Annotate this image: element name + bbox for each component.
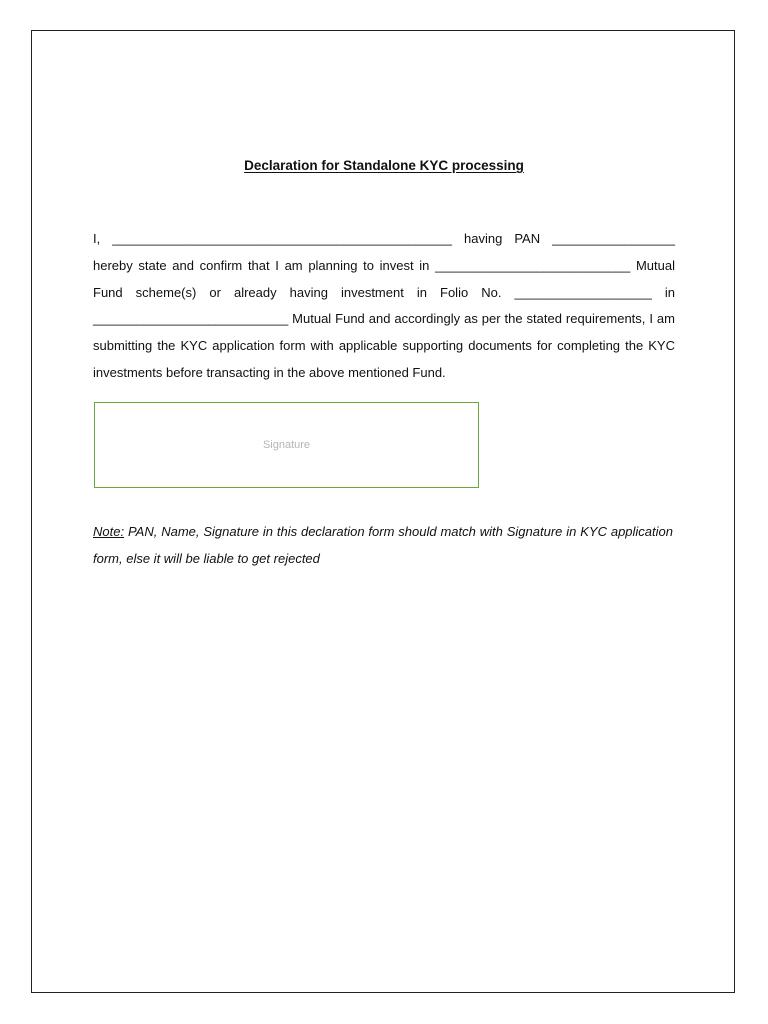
- page-border: [31, 30, 735, 993]
- declaration-body: I, _______________________________________________ having PAN _________________ hereby state and confirm that I am planning to invest in ___________________________ Mutual Fund scheme(s) or already having investment in Folio No. ___________________ in ___________________________ Mutual Fund and accordingly as per the stated requirements, I am submitting the KYC application form with applicable supporting documents for completing the KYC investments before transacting in the above mentioned Fund.: [93, 231, 675, 380]
- note-paragraph: [93, 519, 673, 573]
- document-title: Declaration for Standalone KYC processing: [244, 158, 524, 173]
- signature-placeholder: Signature: [262, 439, 311, 451]
- signature-box[interactable]: [94, 402, 479, 488]
- note-label: Note:: [93, 524, 125, 539]
- note-text: PAN, Name, Signature in this declaration form should match with Signature in KYC application form, else it will be liable to get rejected: [93, 524, 673, 566]
